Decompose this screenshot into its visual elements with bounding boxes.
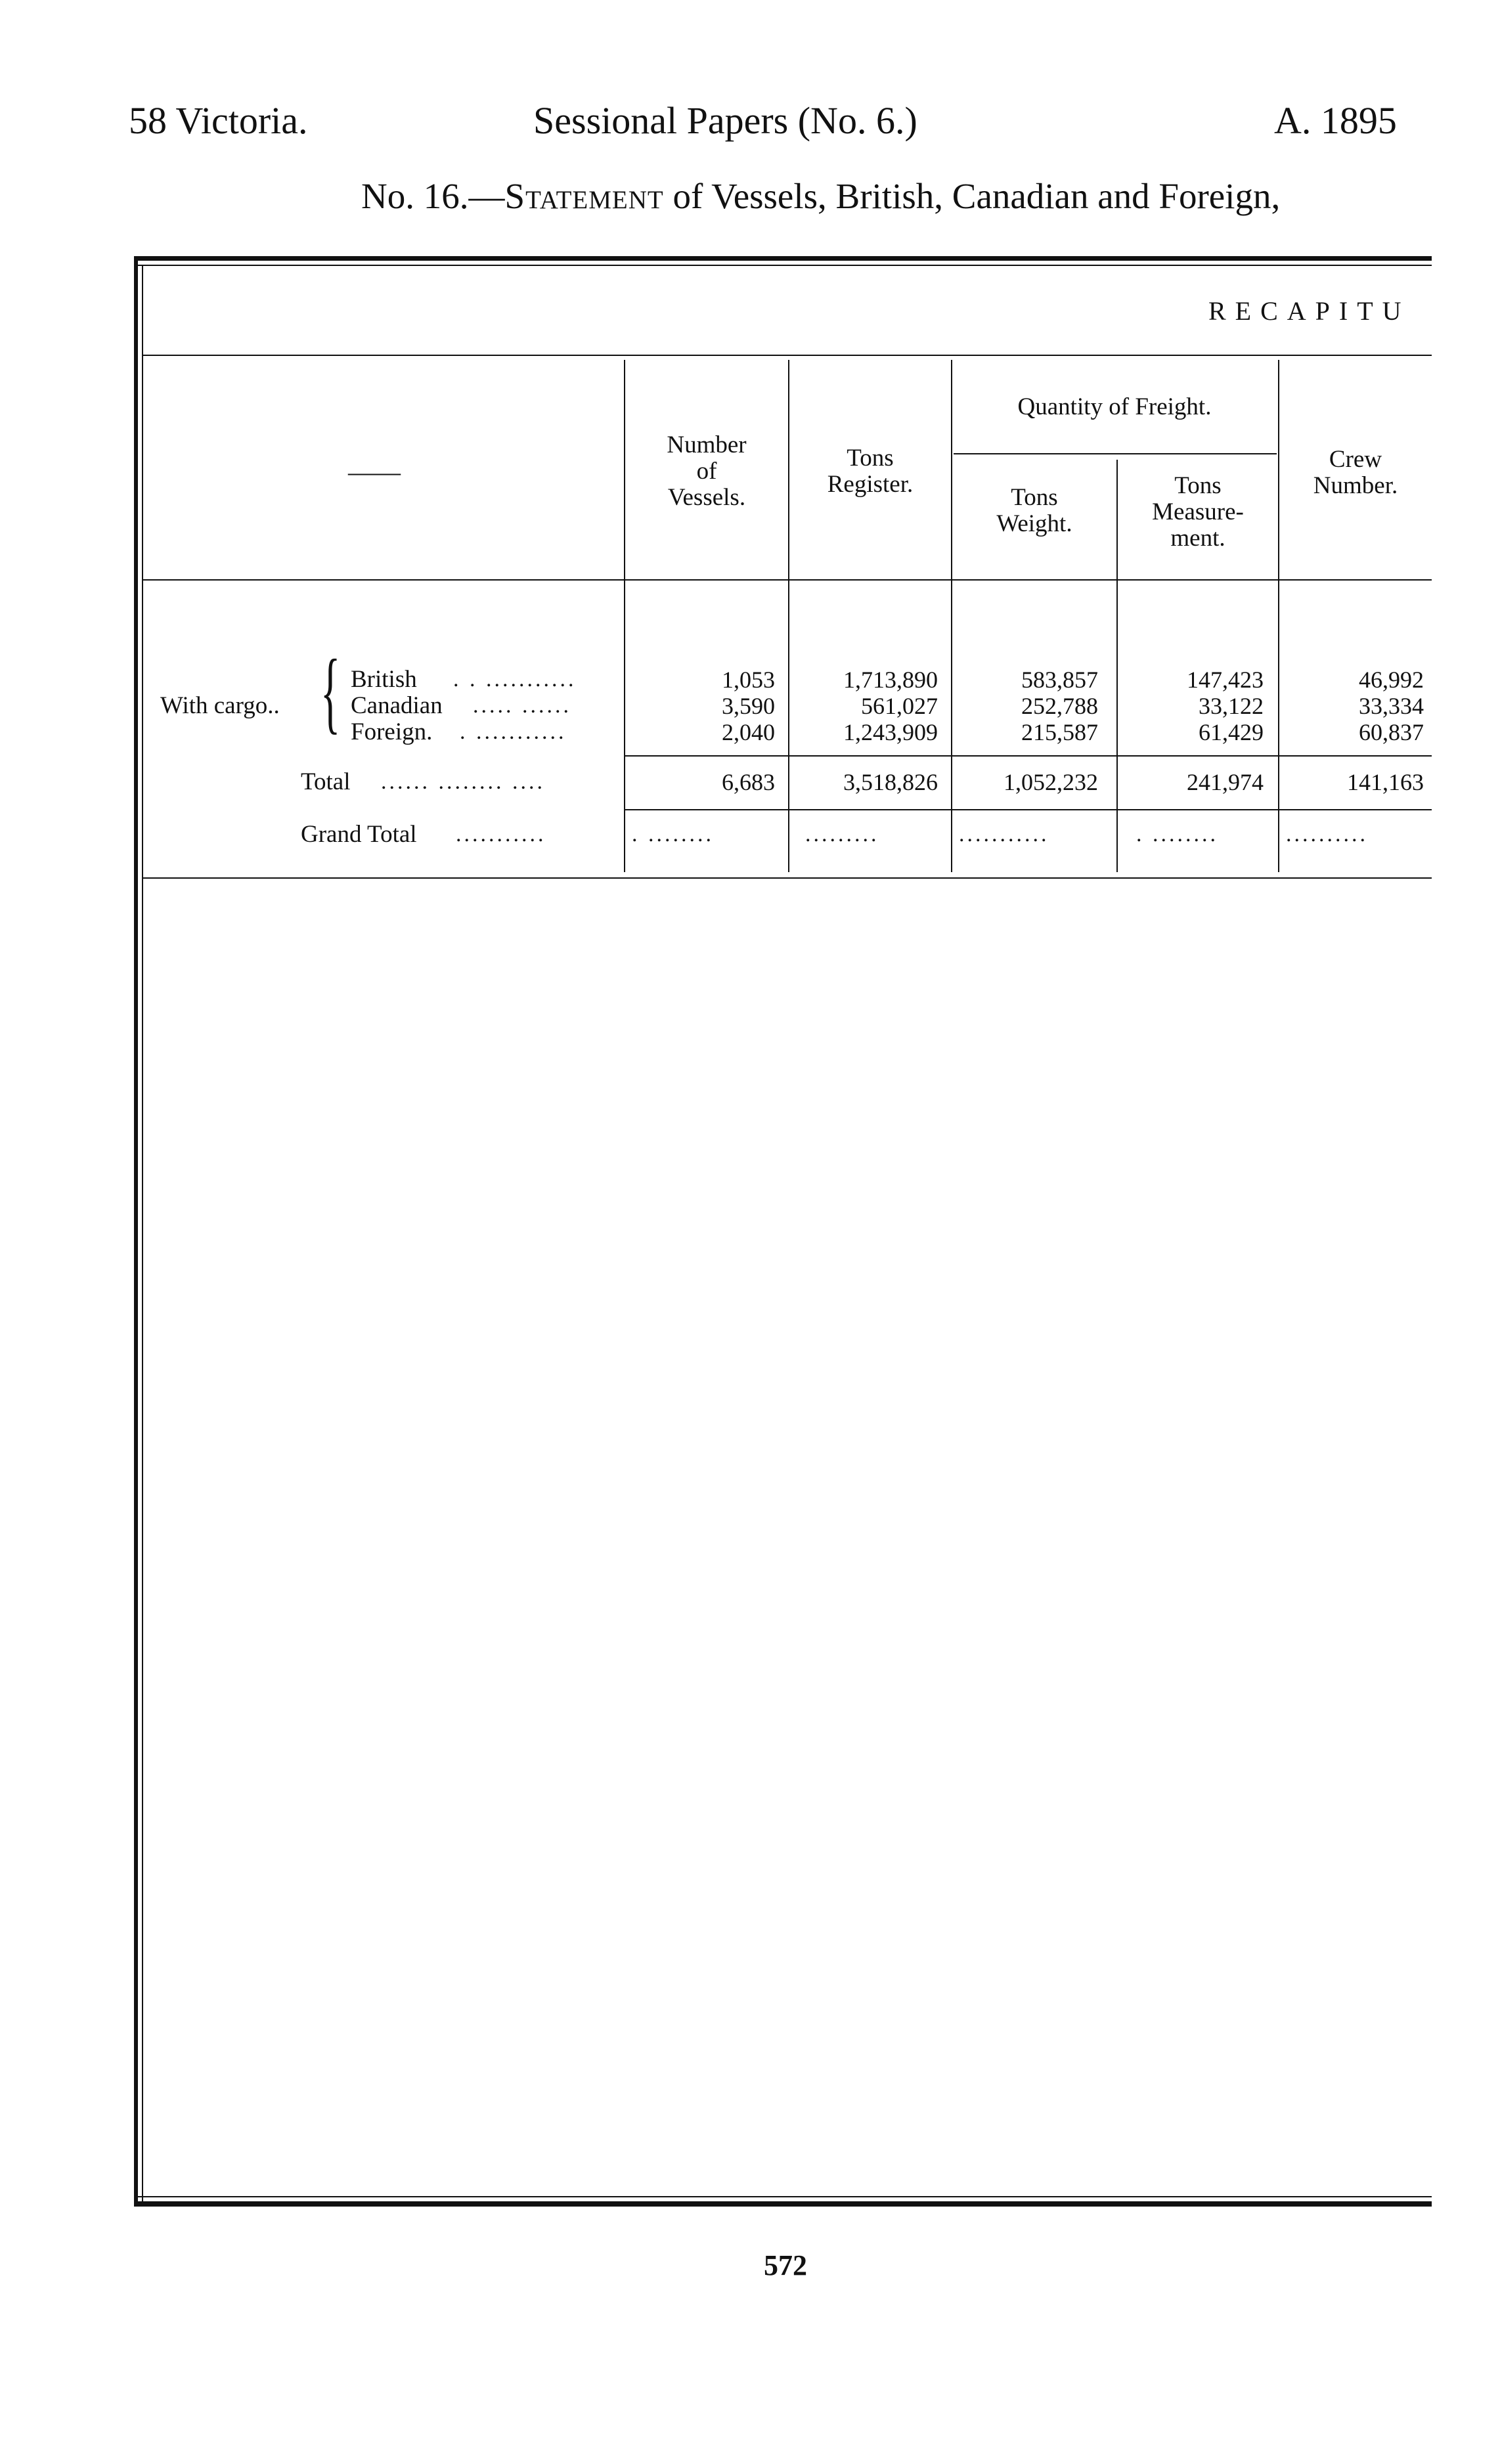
- row-label-canadian: Canadian: [351, 692, 443, 719]
- cell-foreign-vessels: 2,040: [722, 719, 775, 745]
- frame-bottom-thick: [134, 2201, 1432, 2207]
- header-register-line1: Tons: [847, 445, 894, 472]
- header-tons-register: [789, 445, 951, 498]
- header-crew-line1: Crew: [1329, 446, 1382, 473]
- cell-grand-total-crew: ..........: [1286, 822, 1368, 847]
- col-sep-register: [788, 360, 789, 872]
- header-vessels-line3: Vessels.: [667, 484, 746, 511]
- cell-grand-total-register: .........: [805, 822, 879, 847]
- header-number-of-vessels: [625, 432, 788, 511]
- cell-grand-total-measurement: . ........: [1136, 822, 1218, 847]
- cell-total-register: 3,518,826: [843, 769, 938, 795]
- cell-foreign-weight: 215,587: [1021, 719, 1098, 745]
- row-leader-foreign: . ...........: [460, 720, 567, 744]
- cell-total-measurement: 241,974: [1187, 769, 1264, 795]
- header-vessels-line1: Number: [667, 431, 747, 458]
- row-label-foreign: Foreign.: [351, 718, 433, 745]
- cell-grand-total-vessels: . ........: [632, 822, 714, 847]
- row-label-grand-total: Grand Total: [301, 821, 417, 848]
- header-register-line2: Register.: [827, 471, 914, 498]
- cell-grand-total-weight: ...........: [959, 822, 1049, 847]
- row-leader-grand-total: ...........: [456, 822, 546, 847]
- cell-british-vessels: 1,053: [722, 667, 775, 693]
- freight-group-rule: [954, 453, 1277, 454]
- statement-number: No. 16.—: [361, 176, 505, 216]
- frame-bottom-thin: [134, 2196, 1432, 2197]
- cell-total-vessels: 6,683: [722, 769, 775, 795]
- cell-british-measurement: 147,423: [1187, 667, 1264, 693]
- running-header-left: 58 Victoria.: [129, 99, 308, 142]
- cell-foreign-crew: 60,837: [1359, 719, 1424, 745]
- table-bottom-rule: [143, 877, 1432, 879]
- cell-canadian-register: 561,027: [861, 693, 938, 719]
- row-label-total: Total: [301, 768, 351, 795]
- statement-title-rest: of Vessels, British, Canadian and Foreign,: [663, 176, 1281, 216]
- table-header-top-rule: [143, 355, 1432, 356]
- header-crew-number: [1279, 447, 1432, 499]
- cell-canadian-weight: 252,788: [1021, 693, 1098, 719]
- stub-header: ——: [348, 457, 401, 487]
- header-tons-weight: [952, 485, 1116, 537]
- header-measure-line3: ment.: [1170, 525, 1225, 552]
- frame-top-thin: [134, 265, 1432, 266]
- cell-british-weight: 583,857: [1021, 667, 1098, 693]
- cell-total-weight: 1,052,232: [1004, 769, 1098, 795]
- header-tons-measurement: [1118, 473, 1278, 552]
- cell-canadian-crew: 33,334: [1359, 693, 1424, 719]
- frame-left-thin: [142, 265, 143, 2202]
- header-measure-line1: Tons: [1174, 472, 1222, 499]
- cell-canadian-vessels: 3,590: [722, 693, 775, 719]
- header-weight-line1: Tons: [1011, 484, 1058, 511]
- cell-canadian-measurement: 33,122: [1199, 693, 1264, 719]
- row-leader-canadian: ..... ......: [473, 693, 571, 718]
- frame-left-thick: [134, 256, 138, 2207]
- statement-word: Statement: [504, 176, 664, 216]
- cell-foreign-measurement: 61,429: [1199, 719, 1264, 745]
- table-header-bottom-rule: [143, 579, 1432, 581]
- running-header-center: Sessional Papers (No. 6.): [533, 99, 917, 142]
- with-cargo-label: With cargo..: [160, 692, 280, 719]
- header-vessels-line2: of: [696, 458, 717, 485]
- row-leader-british: . . ...........: [453, 667, 577, 692]
- page-number: 572: [764, 2249, 807, 2281]
- section-heading: RECAPITU: [1208, 296, 1411, 326]
- cell-total-crew: 141,163: [1347, 769, 1424, 795]
- col-sep-freight-left: [951, 360, 952, 872]
- frame-top-thick: [134, 256, 1432, 261]
- header-weight-line2: Weight.: [996, 510, 1072, 537]
- row-leader-total: ...... ........ ....: [381, 770, 545, 794]
- cell-foreign-register: 1,243,909: [843, 719, 938, 745]
- header-measure-line2: Measure-: [1152, 498, 1244, 525]
- row-label-british: British: [351, 666, 417, 693]
- running-header-right: A. 1895: [1274, 99, 1397, 142]
- cell-british-register: 1,713,890: [843, 667, 938, 693]
- cell-british-crew: 46,992: [1359, 667, 1424, 693]
- statement-title: [361, 175, 1280, 217]
- subtotal-rule-upper: [624, 755, 1432, 757]
- header-crew-line2: Number.: [1313, 472, 1398, 499]
- col-sep-crew: [1278, 360, 1279, 872]
- row-group-brace: {: [320, 641, 341, 743]
- subtotal-rule-lower: [624, 809, 1432, 810]
- header-quantity-of-freight: Quantity of Freight.: [1017, 393, 1212, 420]
